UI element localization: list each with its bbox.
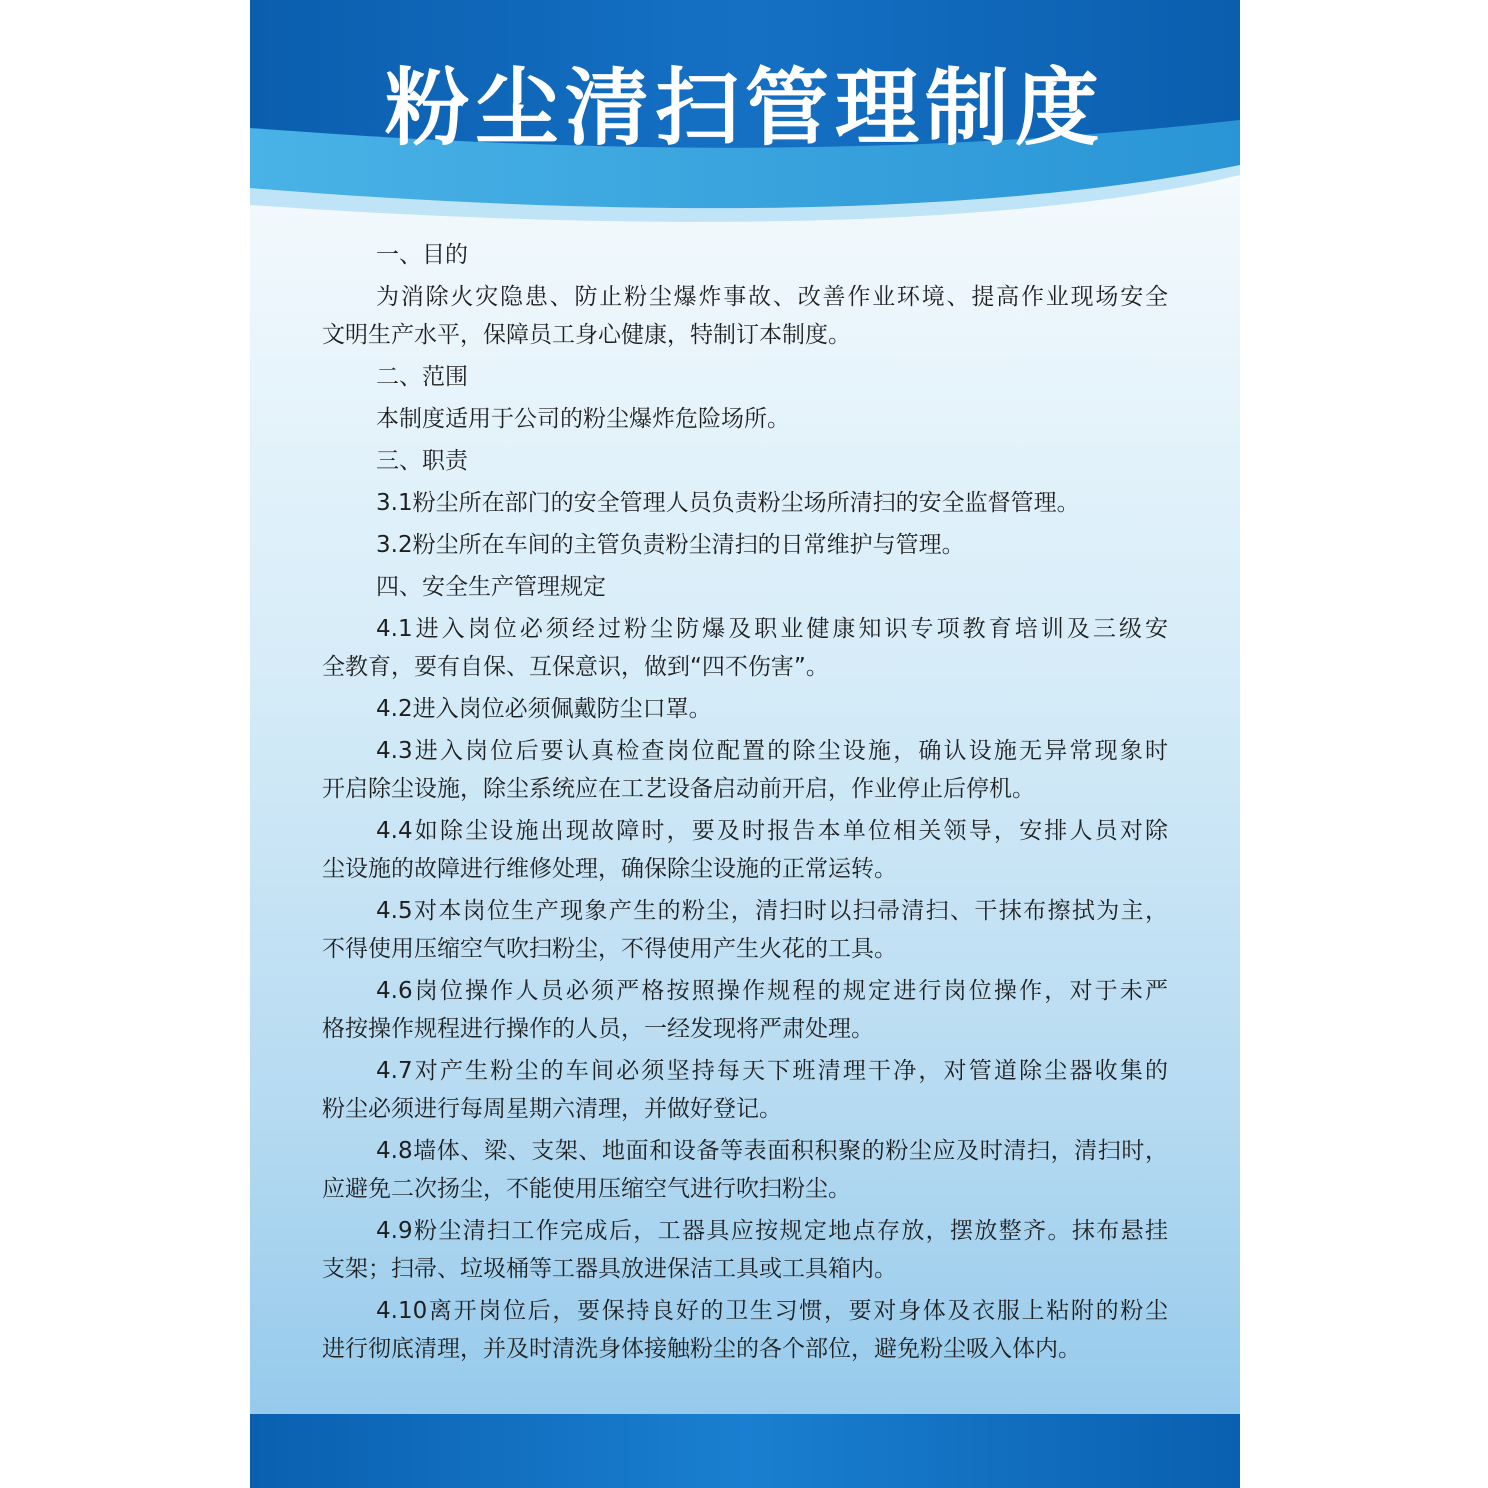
paragraph-line-first: 4.7对产生粉尘的车间必须坚持每天下班清理干净，对管道除尘器收集的 (376, 1058, 1168, 1084)
paragraph (322, 1052, 1168, 1128)
paragraph (322, 610, 1168, 686)
paragraph-line-first: 4.1进入岗位必须经过粉尘防爆及职业健康知识专项教育培训及三级安 (376, 616, 1168, 642)
paragraph-line-first: 4.6岗位操作人员必须严格按照操作规程的规定进行岗位操作，对于未严 (376, 978, 1168, 1004)
paragraph (322, 972, 1168, 1048)
paragraph (322, 278, 1168, 354)
paragraph-line-continued: 开启除尘设施，除尘系统应在工艺设备启动前开启，作业停止后停机。 (322, 776, 1035, 802)
paragraph (322, 1292, 1168, 1368)
paragraph-line-continued: 应避免二次扬尘，不能使用压缩空气进行吹扫粉尘。 (322, 1176, 851, 1202)
paragraph (322, 442, 1168, 480)
paragraph (322, 484, 1168, 522)
safety-poster (250, 0, 1240, 1488)
paragraph (322, 358, 1168, 396)
paragraph (322, 690, 1168, 728)
regulation-body (322, 236, 1168, 1372)
paragraph-line-continued: 进行彻底清理，并及时清洗身体接触粉尘的各个部位，避免粉尘吸入体内。 (322, 1336, 1081, 1362)
paragraph (322, 236, 1168, 274)
paragraph-line-first: 4.3进入岗位后要认真检查岗位配置的除尘设施，确认设施无异常现象时 (376, 738, 1168, 764)
paragraph-line-first: 三、职责 (376, 448, 468, 474)
footer-bar (250, 1414, 1240, 1488)
paragraph-line-first: 一、目的 (376, 242, 468, 268)
paragraph-line-first: 4.9粉尘清扫工作完成后，工器具应按规定地点存放，摆放整齐。抹布悬挂 (376, 1218, 1168, 1244)
poster-title: 粉尘清扫管理制度 (384, 59, 1105, 157)
paragraph-line-continued: 全教育，要有自保、互保意识，做到“四不伤害”。 (322, 654, 829, 680)
paragraph-line-first: 3.2粉尘所在车间的主管负责粉尘清扫的日常维护与管理。 (376, 532, 965, 558)
paragraph-line-continued: 不得使用压缩空气吹扫粉尘，不得使用产生火花的工具。 (322, 936, 897, 962)
paragraph (322, 892, 1168, 968)
paragraph-line-first: 4.8墙体、梁、支架、地面和设备等表面积积聚的粉尘应及时清扫，清扫时， (376, 1138, 1168, 1164)
paragraph-line-first: 4.4如除尘设施出现故障时，要及时报告本单位相关领导，安排人员对除 (376, 818, 1168, 844)
paragraph-line-first: 4.10离开岗位后，要保持良好的卫生习惯，要对身体及衣服上粘附的粉尘 (376, 1298, 1168, 1324)
paragraph-line-first: 4.2进入岗位必须佩戴防尘口罩。 (376, 696, 712, 722)
paragraph-line-continued: 文明生产水平，保障员工身心健康，特制订本制度。 (322, 322, 851, 348)
paragraph-line-continued: 尘设施的故障进行维修处理，确保除尘设施的正常运转。 (322, 856, 897, 882)
paragraph-line-continued: 粉尘必须进行每周星期六清理，并做好登记。 (322, 1096, 782, 1122)
paragraph-line-first: 二、范围 (376, 364, 468, 390)
paragraph-line-first: 3.1粉尘所在部门的安全管理人员负责粉尘场所清扫的安全监督管理。 (376, 490, 1080, 516)
paragraph-line-continued: 支架；扫帚、垃圾桶等工器具放进保洁工具或工具箱内。 (322, 1256, 897, 1282)
paragraph-line-first: 本制度适用于公司的粉尘爆炸危险场所。 (376, 406, 790, 432)
paragraph (322, 400, 1168, 438)
paragraph (322, 732, 1168, 808)
paragraph (322, 1212, 1168, 1288)
paragraph (322, 526, 1168, 564)
paragraph (322, 568, 1168, 606)
paragraph-line-first: 4.5对本岗位生产现象产生的粉尘，清扫时以扫帚清扫、干抹布擦拭为主， (376, 898, 1168, 924)
paragraph-line-continued: 格按操作规程进行操作的人员，一经发现将严肃处理。 (322, 1016, 874, 1042)
paragraph (322, 1132, 1168, 1208)
paragraph-line-first: 为消除火灾隐患、防止粉尘爆炸事故、改善作业环境、提高作业现场安全 (376, 284, 1168, 310)
paragraph-line-first: 四、安全生产管理规定 (376, 574, 606, 600)
paragraph (322, 812, 1168, 888)
